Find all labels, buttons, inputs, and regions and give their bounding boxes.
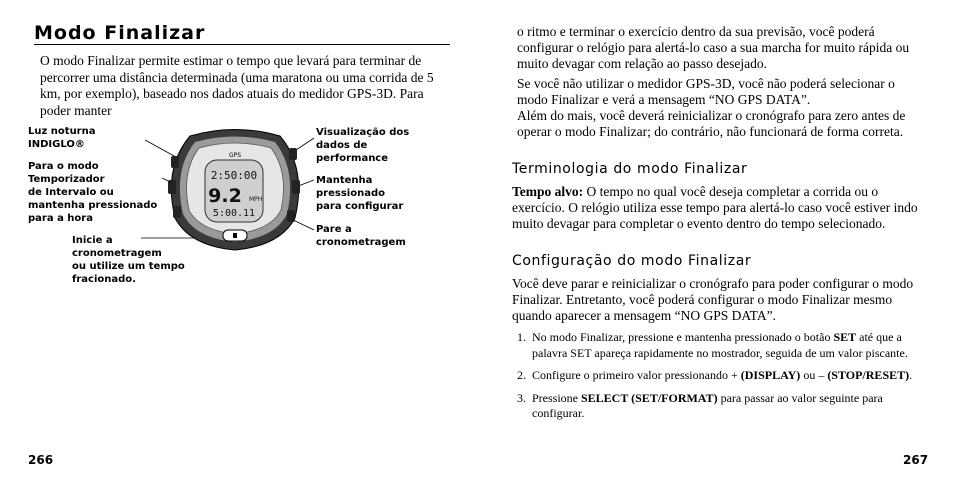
callout-interval-timer: Para o modo Temporizador de Intervalo ou mantenha pressionado para a hora — [28, 161, 158, 224]
gps-note-paragraph: Se você não utilizar o medidor GPS-3D, você não poderá selecionar o modo Finalizar e verá a mensagem “NO GPS DATA”. — [517, 76, 895, 107]
watch-display-line1: 2:50:00 — [210, 169, 258, 182]
term-definition — [512, 184, 924, 231]
callout-display: Visualização dos dados de performance — [316, 127, 410, 164]
watch-display-unit: MPH — [249, 196, 263, 203]
watch-button-display — [289, 148, 297, 160]
watch-button-indiglo — [171, 156, 179, 168]
watch-button-set — [292, 180, 300, 194]
watch-illustration — [135, 118, 315, 258]
reset-note-paragraph: Além do mais, você deverá reinicializar o cronógrafo para zero antes de operar o modo Finalizar; do contrário, não funcionará de forma correta. — [517, 108, 906, 139]
page-title: Modo Finalizar — [34, 22, 206, 44]
section-heading-terminology: Terminologia do modo Finalizar — [512, 161, 748, 177]
title-underline — [34, 44, 450, 45]
svg-text:GPS: GPS — [228, 152, 242, 159]
watch-display-line3: 5:00.11 — [212, 208, 256, 219]
watch-button-left-lower — [173, 206, 181, 218]
continuation-paragraph: o ritmo e terminar o exercício dentro da sua previsão, você poderá configurar o relógio para alertá-lo caso a sua marcha for muito rápida ou muito devagar com relação ao passo desejado. — [517, 24, 910, 71]
intro-paragraph: O modo Finalizar permite estimar o tempo que levará para terminar de percorrer uma distância determinada (uma maratona ou uma corrida de 5 km, por exemplo), baseado nos dados atuais do medidor GPS-3D. Para poder manter — [40, 53, 434, 118]
callout-indiglo: Luz noturna INDIGLO® — [28, 126, 96, 150]
list-item: 3. Pressione SELECT (SET/FORMAT) para passar ao valor seguinte para configurar. — [517, 390, 883, 420]
callout-stop: Pare a cronometragem — [316, 224, 406, 248]
term-text: O tempo no qual você deseja completar a corrida ou o exercício. O relógio utiliza esse tempo para alertá-lo caso você estiver indo muito devagar para completar o evento dentro do tempo selecionado. — [512, 184, 918, 231]
list-item: 1. No modo Finalizar, pressione e mantenha pressionado o botão SET até que a palavra SET apareça rapidamente no mostrador, seguida de um valor piscante. — [517, 330, 908, 360]
section-heading-configuration: Configuração do modo Finalizar — [512, 253, 752, 269]
watch-display-speed: 9.2 — [208, 185, 242, 207]
watch-button-stop — [287, 210, 295, 222]
page-number-left: 266 — [28, 453, 54, 467]
list-item: 2. Configure o primeiro valor pressionando + (DISPLAY) ou – (STOP/RESET). — [517, 368, 913, 382]
start-button-mark — [233, 233, 237, 238]
term-label: Tempo alvo: — [512, 184, 584, 199]
callout-start: Inicie a cronometragem ou utilize um tempo fracionado. — [72, 235, 185, 285]
page-number-right: 267 — [903, 453, 929, 467]
steps-list — [512, 330, 922, 429]
watch-button-mode — [168, 180, 176, 194]
configuration-paragraph: Você deve parar e reinicializar o cronógrafo para poder configurar o modo Finalizar. Entretanto, você poderá configurar o modo Finalizar mesmo quando aparecer a mensagem “NO GPS DATA”. — [512, 276, 914, 323]
callout-hold-to-set: Mantenha pressionado para configurar — [316, 175, 404, 212]
